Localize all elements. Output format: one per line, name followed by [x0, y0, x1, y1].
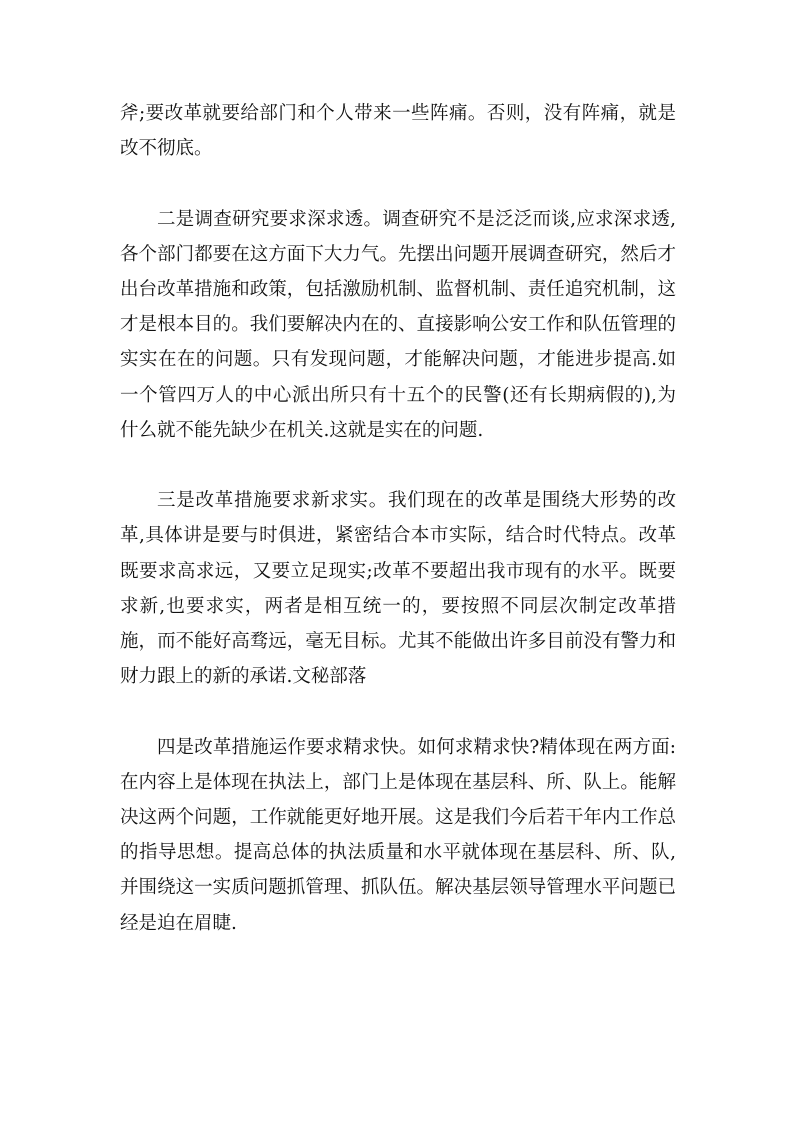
paragraph-reform-operation: 四是改革措施运作要求精求快。如何求精求快?精体现在两方面:在内容上是体现在执法上，部门上是体现在基层科、所、队上。能解决这两个问题，工作就能更好地开展。这是我们今后若干年内工作总的指导思想。提高总体的执法质量和水平就体现在基层科、所、队,并围绕这一实质问题抓管理、抓队伍。解决基层领导管理水平问题已经是迫在眉睫. — [120, 736, 676, 934]
document-page — [120, 96, 676, 941]
paragraph-reform-measures: 三是改革措施要求新求实。我们现在的改革是围绕大形势的改革,具体讲是要与时俱进，紧密结合本市实际，结合时代特点。改革既要求高求远，又要立足现实;改革不要超出我市现有的水平。既要求新,也要求实，两者是相互统一的，要按照不同层次制定改革措施，而不能好高骛远，毫无目标。尤其不能做出许多目前没有警力和财力跟上的新的承诺.文秘部落 — [120, 490, 676, 688]
paragraph-continuation: 斧;要改革就要给部门和个人带来一些阵痛。否则，没有阵痛，就是改不彻底。 — [120, 103, 676, 160]
paragraph-investigation: 二是调查研究要求深求透。调查研究不是泛泛而谈,应求深求透,各个部门都要在这方面下大力气。先摆出问题开展调查研究，然后才出台改革措施和政策，包括激励机制、监督机制、责任追究机制，这才是根本目的。我们要解决内在的、直接影响公安工作和队伍管理的实实在在的问题。只有发现问题，才能解决问题，才能进步提高.如一个管四万人的中心派出所只有十五个的民警(还有长期病假的),为什么就不能先缺少在机关.这就是实在的问题. — [120, 208, 676, 441]
